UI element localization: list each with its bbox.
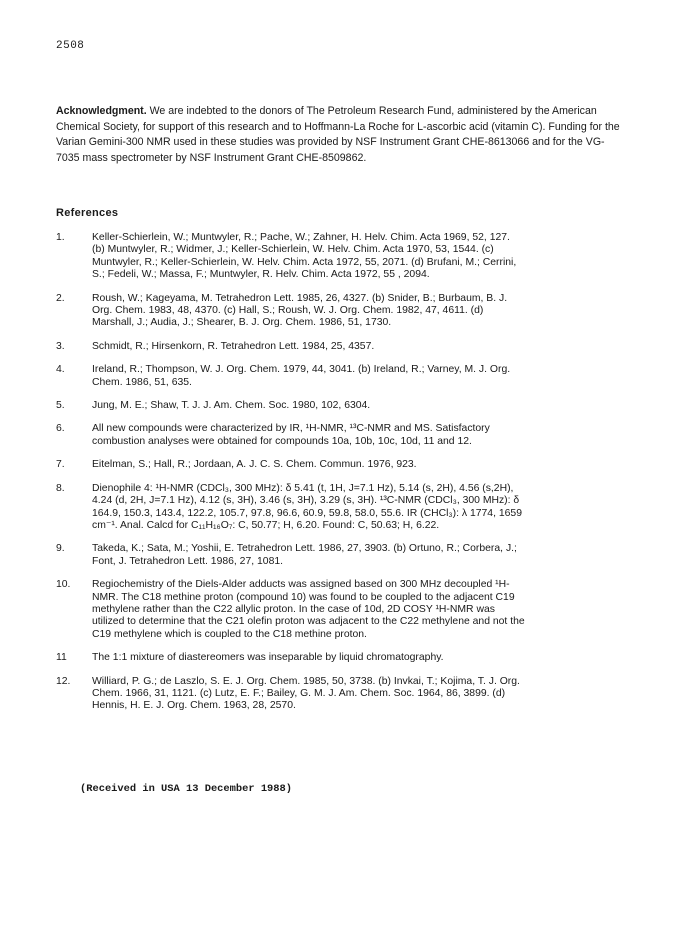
reference-number: 5. xyxy=(56,400,65,412)
reference-text xyxy=(92,341,626,353)
reference-item xyxy=(56,423,626,448)
reference-line: Font, J. Tetrahedron Lett. 1986, 27, 1081. xyxy=(92,555,284,567)
reference-text xyxy=(92,676,626,713)
reference-item xyxy=(56,341,626,353)
reference-line: Org. Chem. 1983, 48, 4370. (c) Hall, S.; Roush, W. J. Org. Chem. 1982, 47, 4611. (d) xyxy=(92,305,484,317)
reference-line: NMR. The C18 methine proton (compound 10) was found to be coupled to the adjacent C19 xyxy=(92,591,515,603)
reference-number: 4. xyxy=(56,364,65,376)
reference-line: 4.24 (d, 2H, J=7.1 Hz), 4.12 (s, 3H), 3.46 (s, 3H), 3.29 (s, 3H). ¹³C-NMR (CDCl₃, 300 MHz): δ xyxy=(92,495,520,507)
reference-line: Muntwyler, R.; Keller-Schierlein, W. Helv. Chim. Acta 1972, 55, 2071. (d) Brufani, M.; Cerrini, xyxy=(92,256,517,268)
acknowledgment-title: Acknowledgment. xyxy=(56,105,147,117)
reference-line: Ireland, R.; Thompson, W. J. Org. Chem. 1979, 44, 3041. (b) Ireland, R.; Varney, M. J. Org. xyxy=(92,364,511,376)
reference-line: Dienophile 4: ¹H-NMR (CDCl₃, 300 MHz): δ 5.41 (t, 1H, J=7.1 Hz), 5.14 (s, 2H), 4.56 (s,2H), xyxy=(92,482,514,494)
acknowledgment-paragraph xyxy=(56,104,622,166)
reference-text xyxy=(92,400,626,412)
reference-line: Marshall, J.; Audia, J.; Shearer, B. J. Org. Chem. 1986, 51, 1730. xyxy=(92,317,392,329)
reference-line: Eitelman, S.; Hall, R.; Jordaan, A. J. C. S. Chem. Commun. 1976, 923. xyxy=(92,459,417,471)
reference-line: Hennis, H. E. J. Org. Chem. 1963, 28, 2570. xyxy=(92,700,296,712)
reference-line: C19 methylene which is coupled to the C18 methine proton. xyxy=(92,628,367,640)
reference-line: Chem. 1986, 51, 635. xyxy=(92,376,192,388)
reference-number: 9. xyxy=(56,543,65,555)
references-list xyxy=(56,232,626,724)
reference-item xyxy=(56,459,626,471)
reference-line: Schmidt, R.; Hirsenkorn, R. Tetrahedron Lett. 1984, 25, 4357. xyxy=(92,340,375,352)
reference-number: 8. xyxy=(56,482,65,494)
reference-line: Regiochemistry of the Diels-Alder adducts was assigned based on 300 MHz decoupled ¹H- xyxy=(92,579,510,591)
reference-line: All new compounds were characterized by IR, ¹H-NMR, ¹³C-NMR and MS. Satisfactory xyxy=(92,423,490,435)
reference-item xyxy=(56,543,626,568)
reference-text xyxy=(92,652,626,664)
reference-line: Williard, P. G.; de Laszlo, S. E. J. Org. Chem. 1985, 50, 3738. (b) Invkai, T.; Kojima, T. J. Org. xyxy=(92,675,520,687)
reference-item xyxy=(56,579,626,641)
reference-line: Keller-Schierlein, W.; Muntwyler, R.; Pache, W.; Zahner, H. Helv. Chim. Acta 1969, 52, 127. xyxy=(92,232,510,243)
reference-line: cm⁻¹. Anal. Calcd for C₁₁H₁₆O₇: C, 50.77; H, 6.20. Found: C, 50.63; H, 6.22. xyxy=(92,519,440,531)
reference-line: Roush, W.; Kageyama, M. Tetrahedron Lett. 1985, 26, 4327. (b) Snider, B.; Burbaum, B. J. xyxy=(92,292,508,304)
reference-number: 12. xyxy=(56,675,71,687)
reference-item xyxy=(56,293,626,330)
reference-number: 11 xyxy=(56,652,67,664)
reference-number: 1. xyxy=(56,232,65,243)
reference-number: 6. xyxy=(56,423,65,435)
reference-line: (b) Muntwyler, R.; Widmer, J.; Keller-Schierlein, W. Helv. Chim. Acta 1970, 53, 1544. (c) xyxy=(92,244,494,256)
reference-text xyxy=(92,232,626,282)
reference-number: 3. xyxy=(56,340,65,352)
reference-number: 7. xyxy=(56,459,65,471)
reference-item xyxy=(56,483,626,533)
reference-line: 164.9, 150.3, 143.4, 122.2, 105.7, 97.8, 96.6, 60.9, 59.8, 58.0, 55.6. IR (CHCl₃): λ 1774, 1659 xyxy=(92,507,522,519)
page-number: 2508 xyxy=(56,40,85,52)
references-heading: References xyxy=(56,207,119,219)
reference-text xyxy=(92,579,626,641)
reference-item xyxy=(56,364,626,389)
reference-line: The 1:1 mixture of diastereomers was inseparable by liquid chromatography. xyxy=(92,652,444,664)
acknowledgment-text: We are indebted to the donors of The Petroleum Research Fund, administered by the American Chemical Society, for support of this research and to Hoffmann-La Roche for L-ascorbic acid (vitamin C). Funding for the Varian Gemini-300 NMR used in these studies was provided by NSF Instrument Grant CHE-8613066 and for the VG-7035 mass spectrometer by NSF Instrument Grant CHE-8509862. xyxy=(56,105,620,164)
reference-line: Chem. 1966, 31, 1121. (c) Lutz, E. F.; Bailey, G. M. J. Am. Chem. Soc. 1964, 86, 3899. (d) xyxy=(92,687,506,699)
reference-line: combustion analyses were obtained for compounds 10a, 10b, 10c, 10d, 11 and 12. xyxy=(92,435,472,447)
reference-text xyxy=(92,543,626,568)
reference-text xyxy=(92,483,626,533)
reference-line: methylene rather than the C22 allylic proton. In the case of 10d, 2D COSY ¹H-NMR was xyxy=(92,603,495,615)
reference-line: utilized to determine that the C21 olefin proton was adjacent to the C22 methylene and not the xyxy=(92,616,525,628)
reference-line: Jung, M. E.; Shaw, T. J. J. Am. Chem. Soc. 1980, 102, 6304. xyxy=(92,400,371,412)
reference-item xyxy=(56,232,626,282)
reference-text xyxy=(92,293,626,330)
received-date: (Received in USA 13 December 1988) xyxy=(80,783,293,795)
reference-line: Takeda, K.; Sata, M.; Yoshii, E. Tetrahedron Lett. 1986, 27, 3903. (b) Ortuno, R.; Corbera, J.; xyxy=(92,543,517,555)
reference-text xyxy=(92,364,626,389)
reference-item xyxy=(56,400,626,412)
reference-line: S.; Fedeli, W.; Massa, F.; Muntwyler, R. Helv. Chim. Acta 1972, 55 , 2094. xyxy=(92,269,430,281)
reference-item xyxy=(56,676,626,713)
reference-number: 10. xyxy=(56,579,71,591)
reference-text xyxy=(92,423,626,448)
reference-text xyxy=(92,459,626,471)
reference-number: 2. xyxy=(56,292,65,304)
reference-item xyxy=(56,652,626,664)
